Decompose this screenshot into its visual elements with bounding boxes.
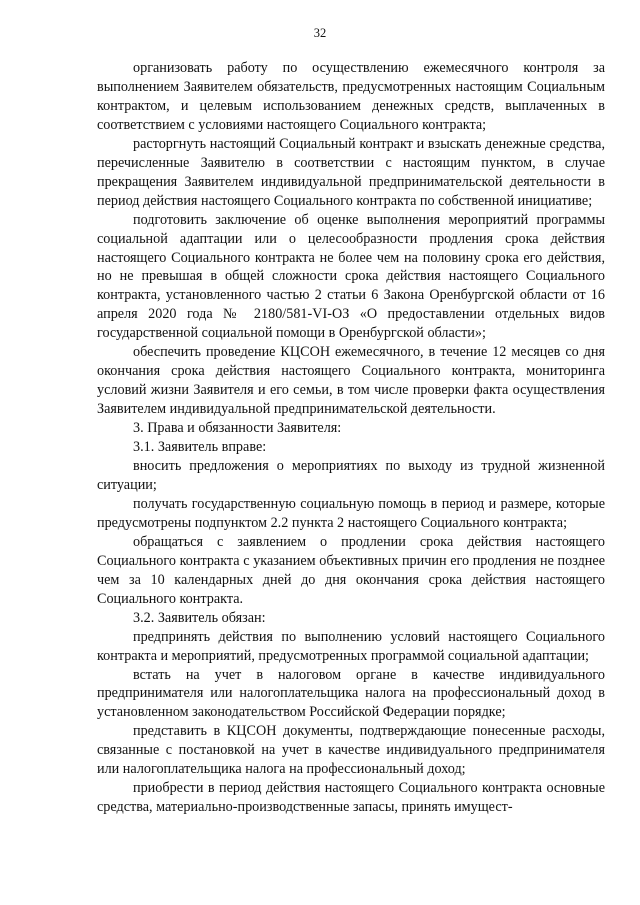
subsection-heading-applicant-must: 3.2. Заявитель обязан: xyxy=(133,609,266,626)
paragraph-apply-extension: обращаться с заявлением о продлении срока действия настоящего Социального контракта с указанием объективных причин его продления не позднее чем за 10 календарных дней до дня окончания срока действия настоящего Социального контракта. xyxy=(97,533,605,607)
paragraph-monitoring-obligations: организовать работу по осуществлению ежемесячного контроля за выполнением Заявителем обязательств, предусмотренных настоящим Социальным контрактом, и целевым использованием денежных средств, выплаченных в соответствием с условиями настоящего Социального контракта; xyxy=(97,60,605,133)
paragraph-tax-registration: встать на учет в налоговом органе в качестве индивидуального предпринимателя или налогоплательщика налога на профессиональный доход в установленном законодательством Российской Федерации порядке; xyxy=(97,666,605,721)
paragraph-receive-assistance: получать государственную социальную помощь в период и размере, которые предусмотрены подпунктом 2.2 пункта 2 настоящего Социального контракта; xyxy=(97,495,605,531)
paragraph-prepare-conclusion: подготовить заключение об оценке выполнения мероприятий программы социальной адаптации или о целесообразности продления срока действия настоящего Социального контракта не более чем на половину срока его действия, но не превышая в общей сложности срока действия настоящего Социального контракта, установленного частью 2 статьи 6 Закона Оренбургской области от 16 апреля 2020 года № 2180/581-VI-ОЗ «О предоставлении отдельных видов государственной социальной помощи в Оренбургской области»; xyxy=(97,211,605,342)
paragraph-acquire-assets: приобрести в период действия настоящего Социального контракта основные средства, материально-производственные запасы, принять имущест- xyxy=(97,780,605,816)
paragraph-take-actions: предпринять действия по выполнению условий настоящего Социального контракта и мероприятий, предусмотренных программой социальной адаптации; xyxy=(97,628,605,664)
paragraph-submit-documents: представить в КЦСОН документы, подтверждающие понесенные расходы, связанные с постановкой на учет в качестве индивидуального предпринимателя или налогоплательщика налога на профессиональный доход; xyxy=(97,723,605,778)
paragraph-submit-proposals: вносить предложения о мероприятиях по выходу из трудной жизненной ситуации; xyxy=(97,458,605,493)
subsection-heading-applicant-may: 3.1. Заявитель вправе: xyxy=(133,439,267,456)
section-heading-applicant-rights: 3. Права и обязанности Заявителя: xyxy=(133,420,342,437)
paragraph-ensure-monitoring: обеспечить проведение КЦСОН ежемесячного, в течение 12 месяцев со дня окончания срока действия настоящего Социального контракта, мониторинга условий жизни Заявителя и его семьи, в том числе проверки факта осуществления Заявителем индивидуальной предпринимательской деятельности. xyxy=(97,344,605,418)
page-number: 32 xyxy=(313,26,327,40)
document-body xyxy=(97,59,605,817)
paragraph-terminate-contract: расторгнуть настоящий Социальный контракт и взыскать денежные средства, перечисленные Заявителю в соответствии с настоящим пунктом, в случае прекращения Заявителем индивидуальной предпринимательской деятельности в период действия настоящего Социального контракта по собственной инициативе; xyxy=(97,135,605,209)
